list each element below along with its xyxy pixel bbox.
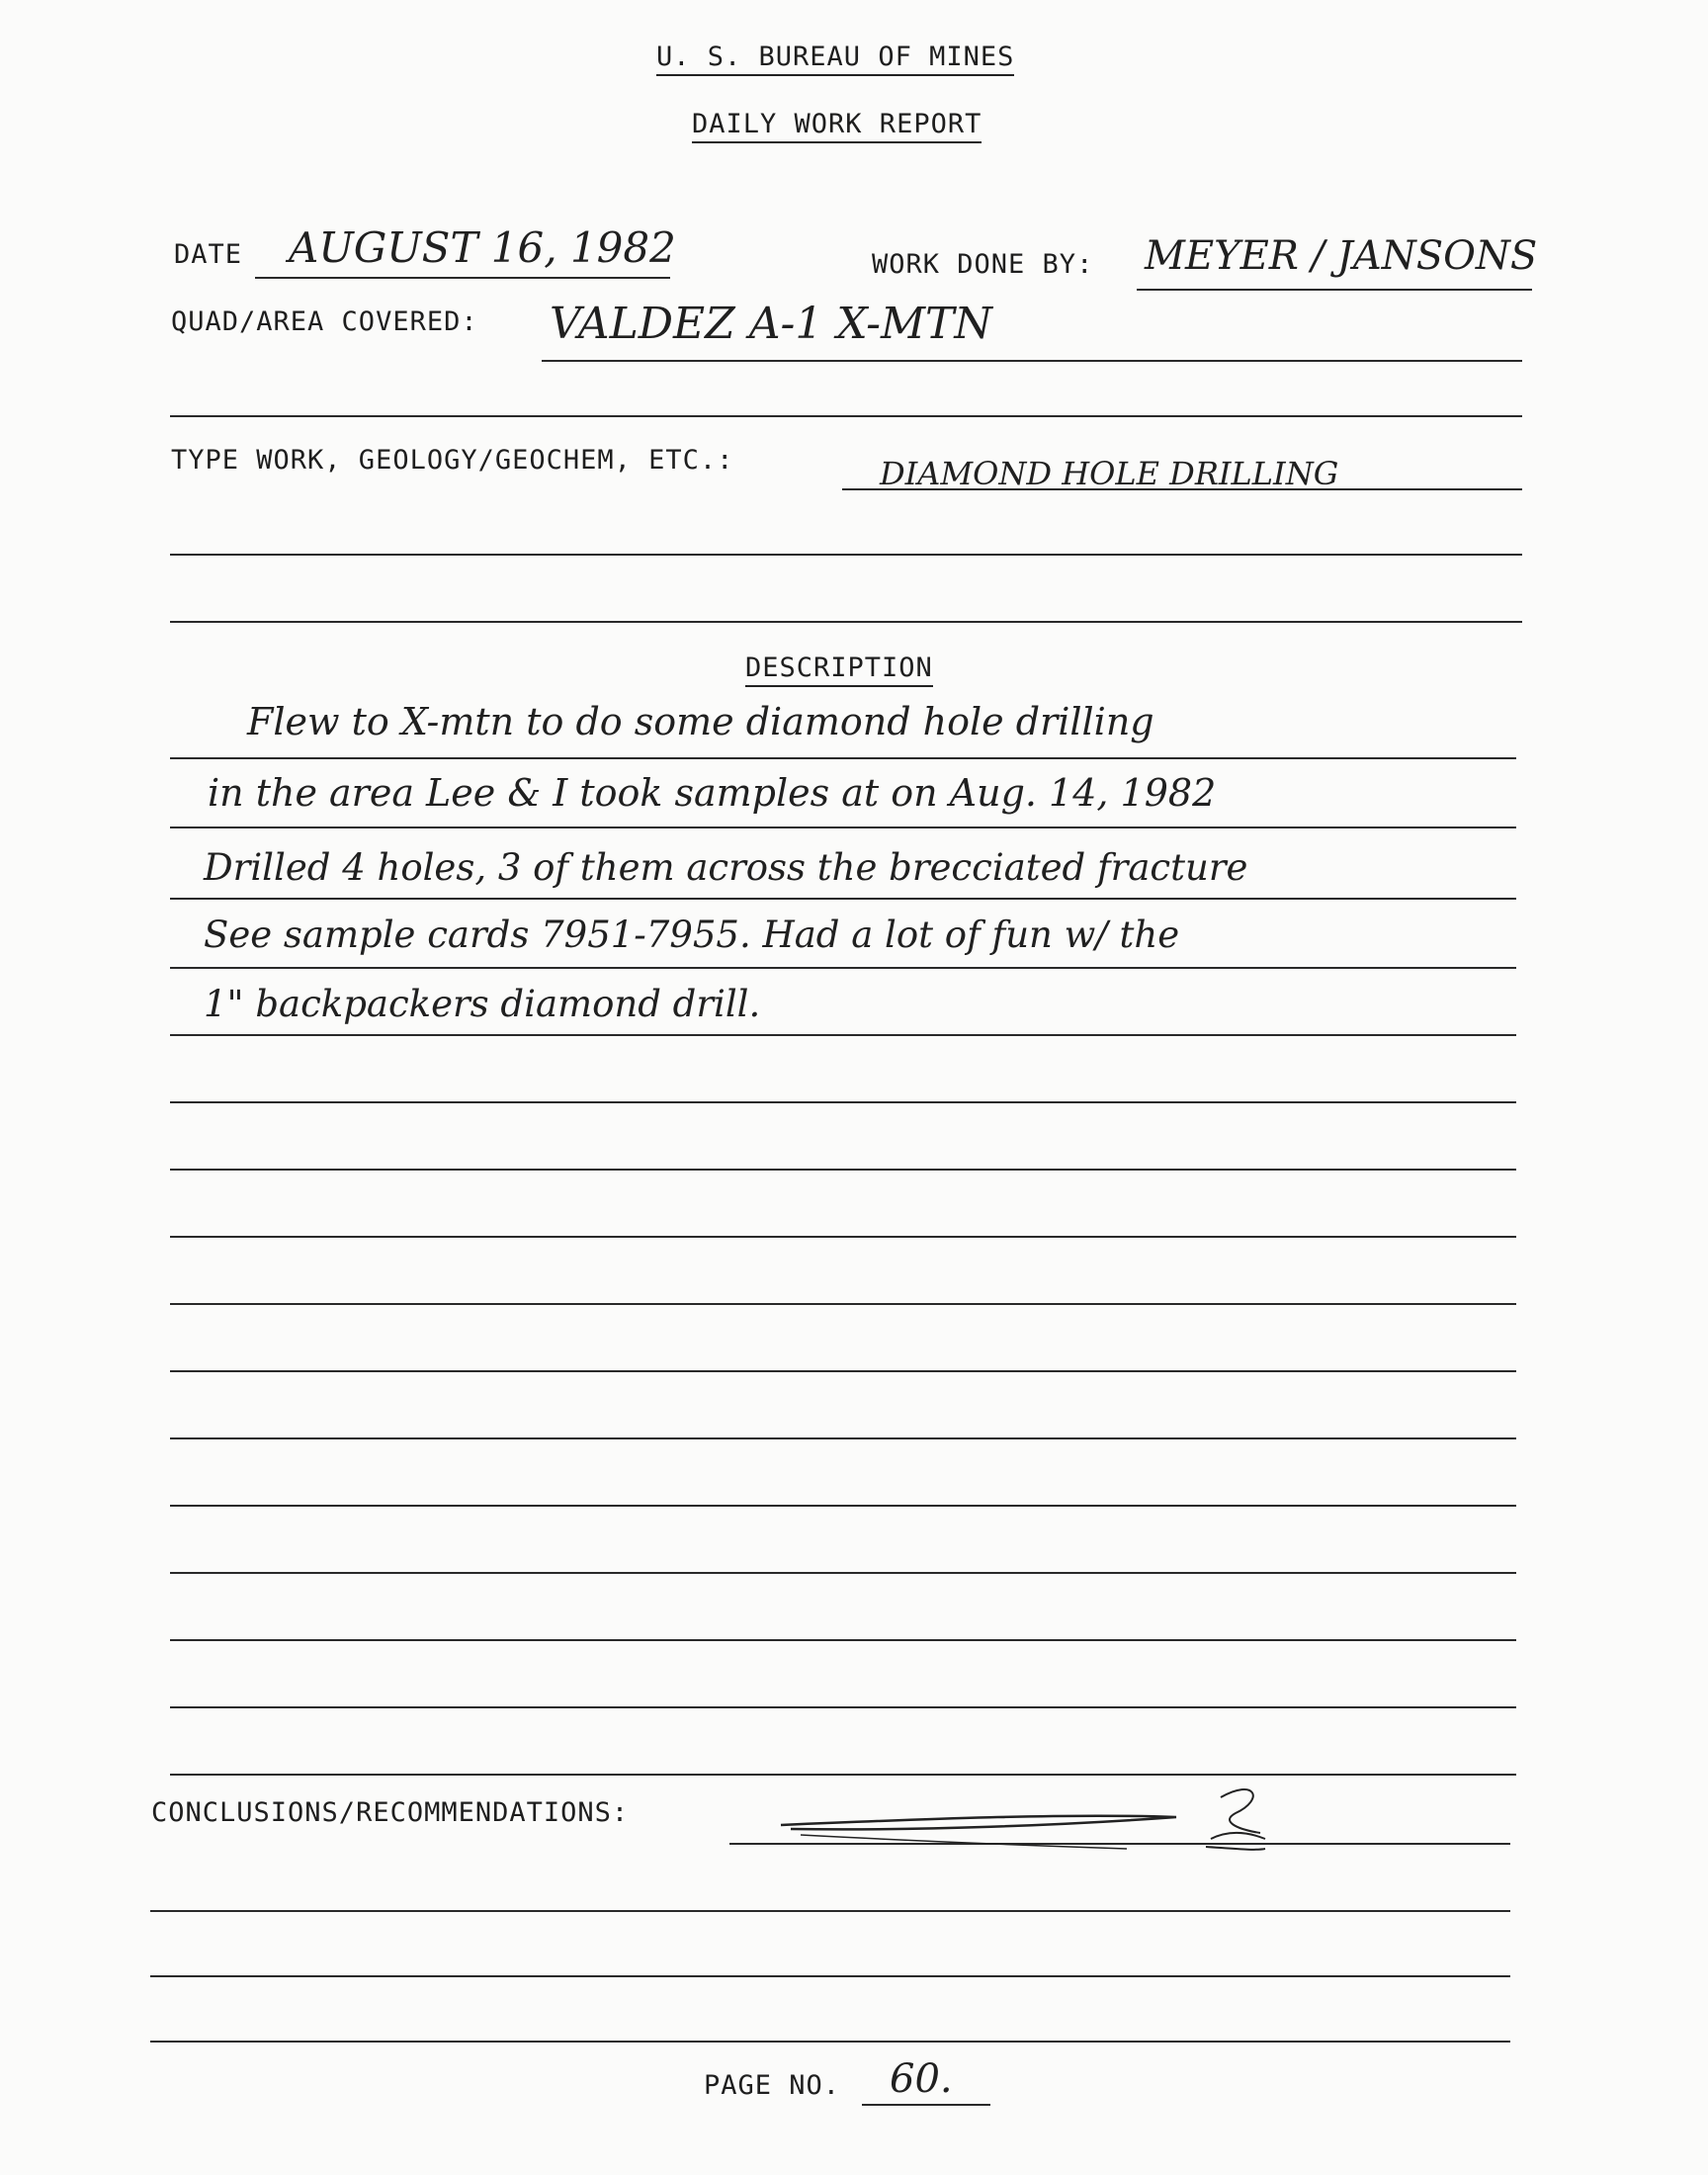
- description-rule-7: [170, 1169, 1516, 1171]
- quad-area-line: [542, 360, 1522, 362]
- conclusions-rule-1: [150, 1910, 1510, 1912]
- date-value: AUGUST 16, 1982: [289, 223, 676, 272]
- quad-area-label: QUAD/AREA COVERED:: [171, 306, 478, 337]
- type-work-value: DIAMOND HOLE DRILLING: [880, 455, 1339, 492]
- work-done-by-value: MEYER / JANSONS: [1145, 233, 1538, 279]
- conclusions-scribble: [771, 1770, 1285, 1869]
- type-work-extra-line-2: [170, 621, 1522, 623]
- description-heading: DESCRIPTION: [745, 652, 933, 687]
- date-line: [255, 277, 670, 279]
- description-rule-14: [170, 1639, 1516, 1641]
- description-line-5: 1" backpackers diamond drill.: [204, 983, 761, 1025]
- agency-title: U. S. BUREAU OF MINES: [656, 42, 1014, 76]
- description-line-1: Flew to X-mtn to do some diamond hole drilling: [247, 700, 1154, 743]
- description-line-3: Drilled 4 holes, 3 of them across the brecciated fracture: [204, 846, 1248, 889]
- page-number-label: PAGE NO.: [704, 2070, 841, 2101]
- description-rule-15: [170, 1706, 1516, 1708]
- work-done-by-label: WORK DONE BY:: [872, 249, 1094, 280]
- conclusions-rule-3: [150, 2041, 1510, 2043]
- description-rule-11: [170, 1437, 1516, 1439]
- description-rule-9: [170, 1303, 1516, 1305]
- page-number-line: [862, 2104, 990, 2106]
- description-line-4: See sample cards 7951-7955. Had a lot of fun w/ the: [204, 914, 1180, 956]
- work-done-by-line: [1137, 289, 1532, 291]
- page-number-value: 60.: [890, 2056, 953, 2102]
- description-rule-10: [170, 1370, 1516, 1372]
- conclusions-rule-2: [150, 1975, 1510, 1977]
- description-rule-8: [170, 1236, 1516, 1238]
- description-rule-3: [170, 898, 1516, 900]
- quad-area-value: VALDEZ A-1 X-MTN: [550, 299, 992, 349]
- type-work-extra-line-1: [170, 554, 1522, 556]
- description-rule-4: [170, 967, 1516, 969]
- date-label: DATE: [174, 239, 243, 270]
- description-rule-13: [170, 1572, 1516, 1574]
- description-rule-1: [170, 757, 1516, 759]
- description-rule-2: [170, 826, 1516, 828]
- quad-area-extra-line: [170, 415, 1522, 417]
- description-line-2: in the area Lee & I took samples at on Aug. 14, 1982: [208, 771, 1217, 815]
- conclusions-label: CONCLUSIONS/RECOMMENDATIONS:: [151, 1797, 630, 1828]
- type-work-label: TYPE WORK, GEOLOGY/GEOCHEM, ETC.:: [171, 445, 734, 476]
- description-rule-12: [170, 1505, 1516, 1507]
- report-title: DAILY WORK REPORT: [692, 109, 982, 143]
- description-rule-5: [170, 1034, 1516, 1036]
- description-rule-6: [170, 1101, 1516, 1103]
